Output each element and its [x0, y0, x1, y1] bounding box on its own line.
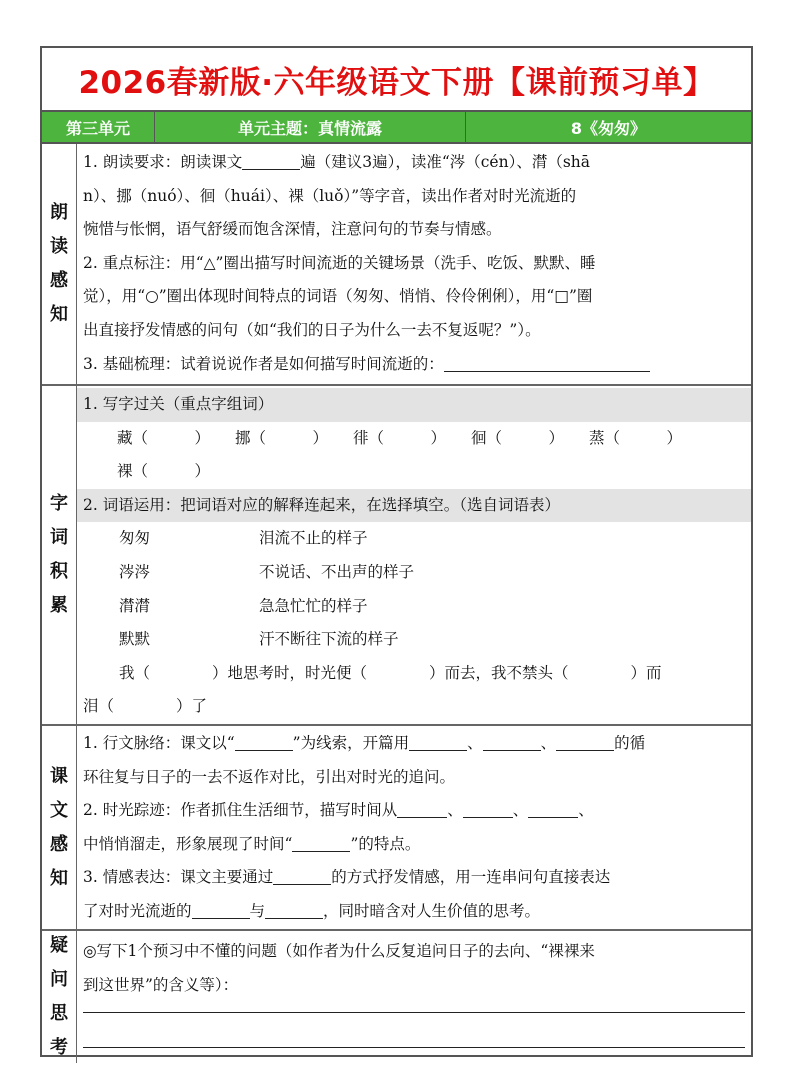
fill-blank[interactable] [192, 901, 250, 919]
section-label-text: 朗 [50, 202, 68, 223]
comprehension-item-1 [83, 727, 745, 761]
match-meaning[interactable]: 泪流不止的样子 [259, 529, 368, 548]
fill-blank[interactable] [463, 800, 513, 818]
comprehension-item-2-line2 [83, 828, 745, 862]
comprehension-item-2 [83, 794, 745, 828]
fill-blank[interactable] [528, 800, 578, 818]
section-label-comprehension [42, 726, 77, 929]
section-label-text: 思 [50, 1003, 68, 1024]
answer-line[interactable] [83, 1002, 745, 1013]
section-label-reading [42, 144, 77, 384]
fill-blank[interactable] [483, 733, 541, 751]
section-comprehension [42, 726, 751, 931]
char-row-2 [83, 455, 745, 489]
fill-blank[interactable] [235, 733, 293, 751]
text: 1. 行文脉络：课文以“ [83, 734, 235, 752]
section-label-text: 疑 [50, 935, 68, 956]
vocab-item-2: 2. 词语运用：把词语对应的解释连起来，在选择填空。（选自词语表） [77, 489, 751, 523]
char-blank[interactable]: 徊（ ） [471, 428, 565, 447]
section-label-text: 积 [50, 561, 68, 582]
section-label-text: 问 [50, 969, 68, 990]
reading-item-2: 2. 重点标注：用“△”圈出描写时间流逝的关键场景（洗手、吃饭、默默、睡 [83, 253, 596, 272]
text: ”的特点。 [350, 834, 421, 853]
worksheet [40, 46, 753, 1057]
reading-item-2-line2: 觉），用“○”圈出体现时间特点的词语（匆匆、悄悄、伶伶俐俐），用“□”圈 [83, 287, 593, 306]
fill-blank[interactable] [292, 834, 350, 852]
fill-blank[interactable] [242, 152, 300, 170]
match-word[interactable]: 涔涔 [119, 562, 151, 581]
text: 、 [467, 734, 483, 752]
text: 2. 时光踪迹：作者抓住生活细节，描写时间从 [83, 801, 398, 820]
text: ，同时暗含对人生价值的思考。 [323, 901, 541, 920]
text: 了对时光流逝的 [83, 901, 192, 920]
match-meaning[interactable]: 汗不断往下流的样子 [259, 630, 399, 649]
match-meaning[interactable]: 急急忙忙的样子 [259, 596, 368, 615]
section-label-text: 知 [50, 304, 68, 325]
section-label-text: 知 [50, 867, 68, 889]
section-content-comprehension [77, 726, 751, 929]
fill-blank[interactable] [444, 354, 650, 372]
char-blank[interactable]: 挪（ ） [235, 428, 329, 447]
section-label-text: 感 [50, 270, 68, 291]
text: 、 [578, 801, 594, 820]
page-title: 2026春新版·六年级语文下册【课前预习单】 [42, 48, 751, 112]
section-label-text: 字 [50, 493, 68, 514]
lesson-cell: 8《匆匆》 [570, 118, 647, 138]
text: 的循 [614, 734, 646, 752]
vocab-item-1: 1. 写字过关（重点字组词） [77, 388, 751, 422]
section-label-text: 感 [50, 833, 68, 855]
text: 、 [540, 734, 557, 752]
fill-blank[interactable] [556, 733, 614, 751]
section-content-questions [77, 931, 751, 1063]
section-label-text: 读 [50, 236, 68, 257]
header-bar [42, 112, 751, 144]
section-label-text: 考 [50, 1037, 68, 1058]
reading-item-1-line2: n）、挪（nuó）、徊（huái）、裸（luǒ）”等字音，读出作者对时光流逝的 [83, 186, 577, 205]
section-questions [42, 931, 751, 1063]
section-content-reading [77, 144, 751, 384]
reading-item-2-line3: 出直接抒发情感的问句（如“我们的日子为什么一去不复返呢？”）。 [83, 320, 541, 339]
text: 中悄悄溜走，形象展现了时间“ [83, 834, 293, 853]
fill-sentence-line2[interactable]: 泪（ ）了 [83, 697, 208, 716]
section-label-vocabulary [42, 386, 77, 724]
text: 、 [447, 801, 463, 820]
match-pair[interactable] [83, 623, 745, 657]
fill-blank[interactable] [265, 901, 323, 919]
comprehension-item-1-line2: 环往复与日子的一去不返作对比，引出对时光的追问。 [83, 767, 456, 786]
question-prompt: ◎写下1个预习中不懂的问题（如作者为什么反复追问日子的去向、“裸裸来 [83, 942, 595, 960]
match-word[interactable]: 默默 [119, 630, 151, 649]
text: 的方式抒发情感，用一连串问句直接表达 [331, 868, 611, 887]
section-reading [42, 144, 751, 386]
match-word[interactable]: 匆匆 [119, 529, 151, 548]
question-prompt-line2: 到这世界”的含义等）： [83, 975, 239, 994]
char-blank[interactable]: 裸（ ） [117, 462, 211, 481]
match-pair[interactable] [83, 522, 745, 556]
section-content-vocabulary [77, 386, 751, 724]
fill-sentence[interactable]: 我（ ）地思考时，时光便（ ）而去，我不禁头（ ）而 [119, 663, 662, 682]
section-label-text: 词 [50, 527, 68, 548]
reading-item-1 [83, 146, 745, 180]
text: 3. 基础梳理：试着说说作者是如何描写时间流逝的： [83, 354, 444, 373]
section-vocabulary [42, 386, 751, 726]
text: 1. 朗读要求：朗读课文 [83, 153, 243, 171]
section-label-questions [42, 931, 77, 1063]
text: 遍（建议3遍），读准“涔（cén）、潸（shā [300, 153, 591, 171]
char-blank[interactable]: 蒸（ ） [589, 428, 683, 447]
reading-item-1-line3: 惋惜与怅惘，语气舒缓而饱含深情，注意问句的节奏与情感。 [83, 220, 502, 239]
reading-item-3 [83, 348, 745, 382]
comprehension-item-3 [83, 861, 745, 895]
char-blank[interactable]: 徘（ ） [353, 428, 447, 447]
text: 与 [249, 901, 266, 920]
match-word[interactable]: 潸潸 [119, 596, 151, 615]
section-label-text: 累 [50, 595, 68, 616]
text: ”为线索，开篇用 [292, 734, 410, 752]
fill-blank[interactable] [409, 733, 467, 751]
text: 、 [512, 801, 529, 820]
fill-blank[interactable] [397, 800, 447, 818]
text: 3. 情感表达：课文主要通过 [83, 868, 274, 887]
char-row-1 [83, 422, 745, 456]
section-label-text: 文 [50, 799, 68, 821]
match-pair[interactable] [83, 556, 745, 590]
fill-blank[interactable] [273, 867, 331, 885]
match-meaning[interactable]: 不说话、不出声的样子 [259, 562, 415, 581]
match-pair[interactable] [83, 590, 745, 624]
section-label-text: 课 [50, 765, 68, 787]
answer-line[interactable] [83, 1013, 745, 1048]
theme-cell: 单元主题：真情流露 [155, 112, 466, 142]
comprehension-item-3-line2 [83, 895, 745, 929]
unit-cell: 第三单元 [42, 112, 155, 142]
char-blank[interactable]: 藏（ ） [117, 428, 211, 447]
